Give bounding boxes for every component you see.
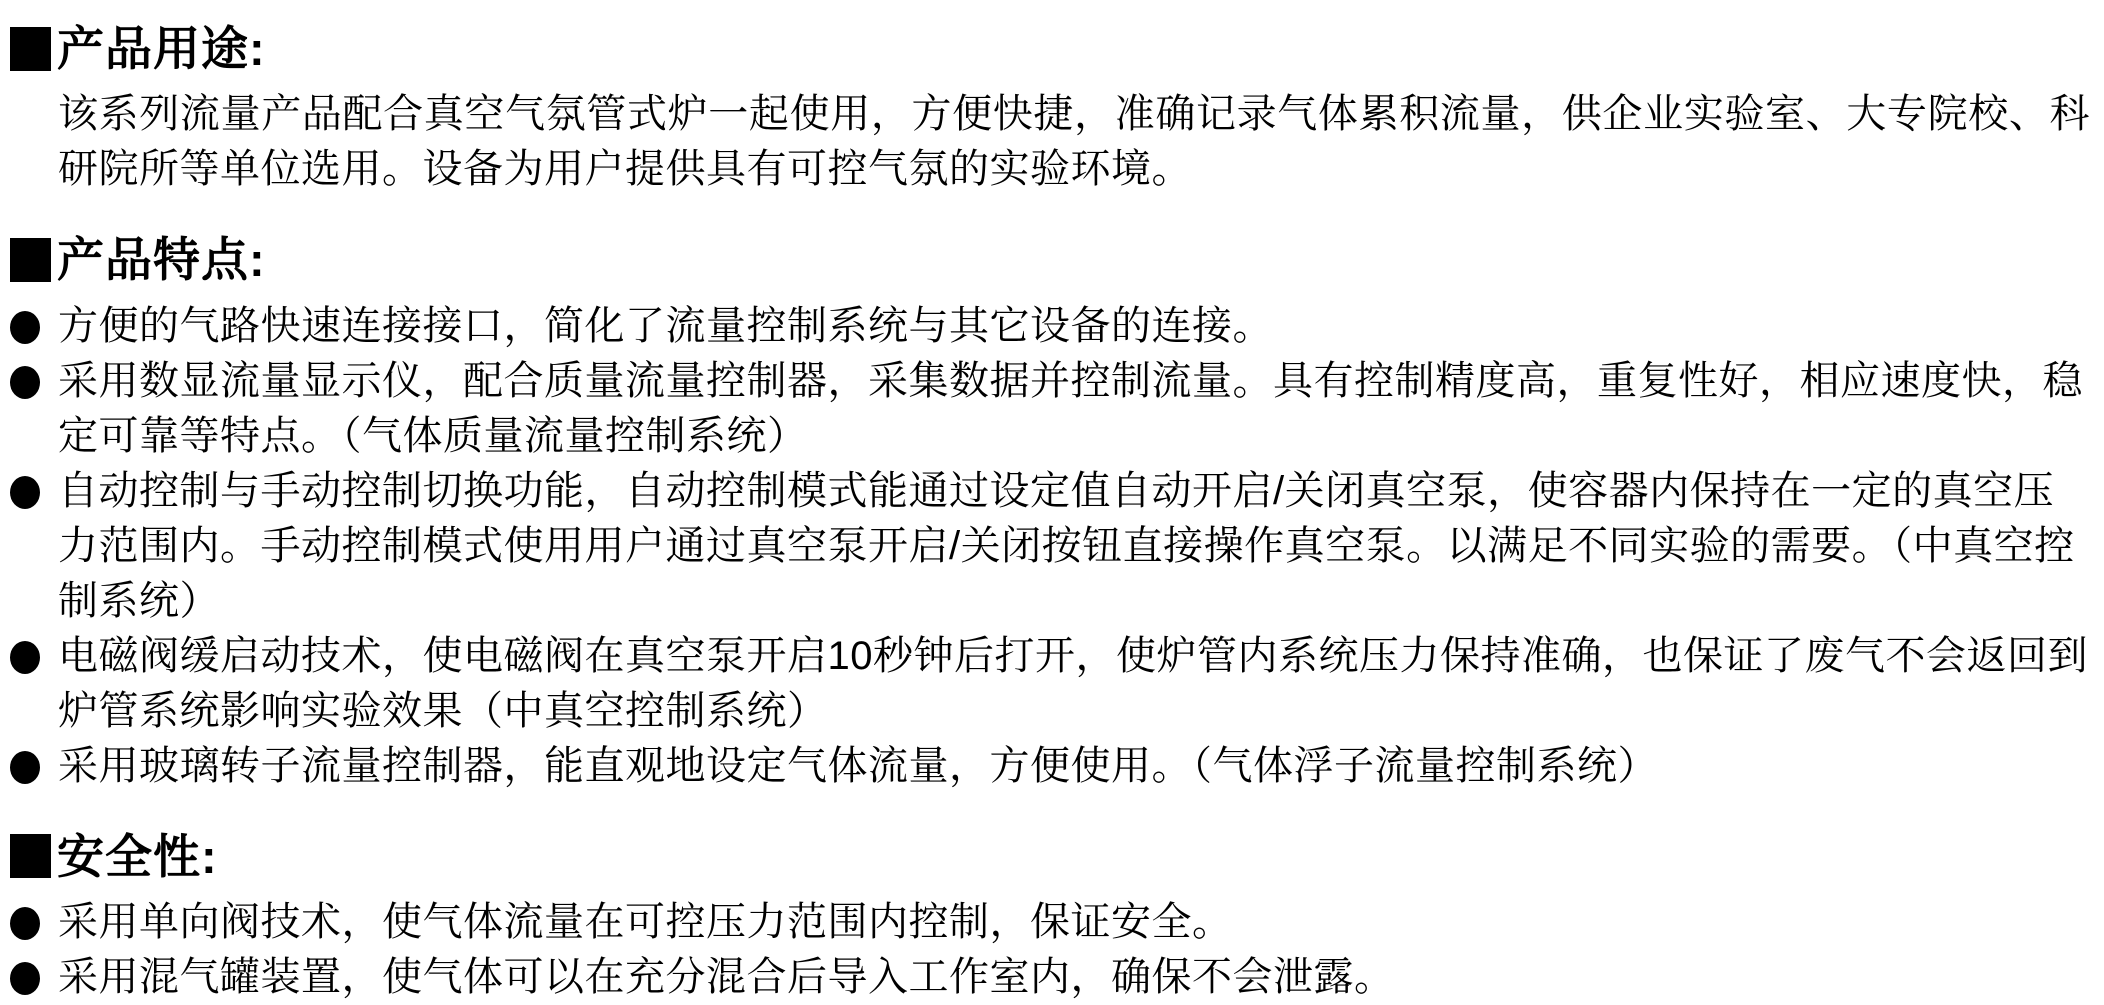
bullet-dot-icon <box>10 476 40 509</box>
bullet-dot-icon <box>10 962 40 995</box>
features-bullet-list <box>10 299 2090 794</box>
list-item <box>10 354 2090 464</box>
list-item <box>10 629 2090 739</box>
bullet-text: 采用玻璃转子流量控制器，能直观地设定气体流量，方便使用。（气体浮子流量控制系统） <box>58 743 1658 788</box>
list-item <box>10 895 2090 950</box>
bullet-text: 电磁阀缓启动技术，使电磁阀在真空泵开启10秒钟后打开，使炉管内系统压力保持准确，也保证了废气不会返回到炉管系统影响实验效果（中真空控制系统） <box>58 633 2088 733</box>
section-title: 安全性: <box>57 829 218 883</box>
section-product-usage <box>10 24 2090 197</box>
bullet-dot-icon <box>10 311 40 344</box>
bullet-text: 采用单向阀技术，使气体流量在可控压力范围内控制，保证安全。 <box>58 900 1233 945</box>
list-item <box>10 464 2090 629</box>
bullet-dot-icon <box>10 641 40 674</box>
section-heading-product-features <box>10 233 2090 287</box>
safety-bullet-list <box>10 895 2090 1005</box>
usage-paragraph: 该系列流量产品配合真空气氛管式炉一起使用，方便快捷，准确记录气体累积流量，供企业实验室、大专院校、科研院所等单位选用。设备为用户提供具有可控气氛的实验环境。 <box>58 92 2090 192</box>
bullet-dot-icon <box>10 366 40 399</box>
list-item <box>10 299 2090 354</box>
section-safety <box>10 829 2090 1005</box>
section-heading-safety <box>10 829 2090 883</box>
bullet-text: 自动控制与手动控制切换功能，自动控制模式能通过设定值自动开启/关闭真空泵，使容器内保持在一定的真空压力范围内。手动控制模式使用用户通过真空泵开启/关闭按钮直接操作真空泵。以满足不同实验的需要。（中真空控制系统） <box>58 468 2075 623</box>
bullet-text: 采用数显流量显示仪，配合质量流量控制器，采集数据并控制流量。具有控制精度高，重复性好，相应速度快，稳定可靠等特点。（气体质量流量控制系统） <box>58 358 2083 458</box>
section-product-features <box>10 235 2090 793</box>
section-title: 产品用途: <box>57 22 266 75</box>
black-square-icon <box>10 238 51 282</box>
bullet-dot-icon <box>10 751 40 784</box>
black-square-icon <box>10 834 51 878</box>
bullet-text: 方便的气路快速连接接口，简化了流量控制系统与其它设备的连接。 <box>58 303 1273 348</box>
list-item <box>10 739 2090 794</box>
bullet-text: 采用混气罐装置，使气体可以在充分混合后导入工作室内，确保不会泄露。 <box>58 955 1395 1000</box>
section-heading-product-usage <box>10 24 2090 73</box>
black-square-icon <box>10 27 51 71</box>
list-item <box>10 950 2090 1005</box>
section-title: 产品特点: <box>57 233 266 287</box>
